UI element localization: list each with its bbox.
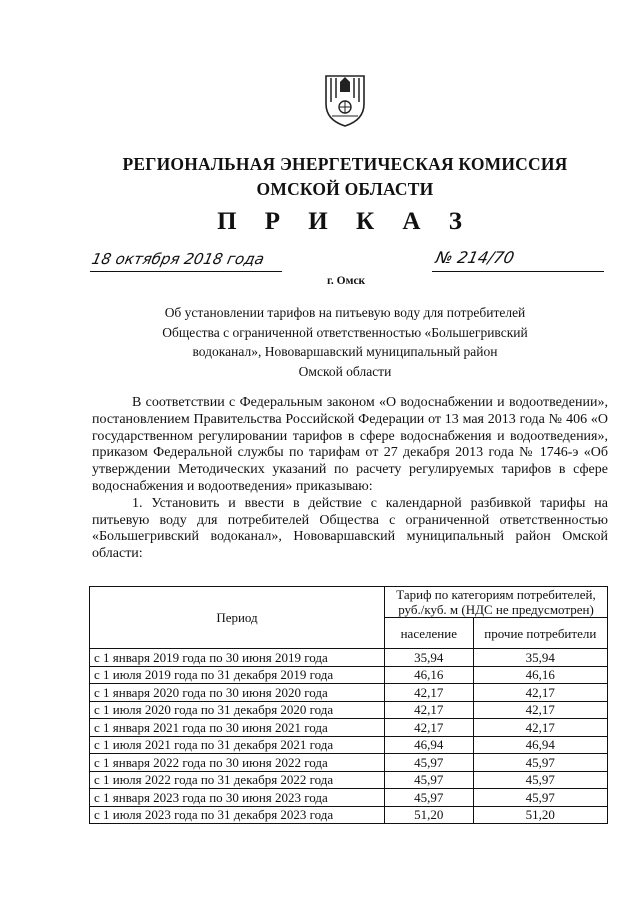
cell-period: с 1 января 2019 года по 30 июня 2019 года <box>90 649 385 667</box>
cell-other-tariff: 35,94 <box>473 649 607 667</box>
cell-period: с 1 июля 2022 года по 31 декабря 2022 года <box>90 771 385 789</box>
city-label: г. Омск <box>327 275 366 287</box>
cell-other-tariff: 46,16 <box>473 666 607 684</box>
handwritten-date: 18 октября 2018 года <box>90 250 266 268</box>
cell-population-tariff: 45,97 <box>385 754 474 772</box>
cell-period: с 1 января 2020 года по 30 июня 2020 года <box>90 684 385 702</box>
cell-other-tariff: 42,17 <box>473 719 607 737</box>
cell-population-tariff: 42,17 <box>385 719 474 737</box>
cell-other-tariff: 51,20 <box>473 806 607 824</box>
cell-other-tariff: 42,17 <box>473 684 607 702</box>
cell-population-tariff: 46,94 <box>385 736 474 754</box>
item-1-paragraph: 1. Установить и ввести в действие с календарной разбивкой тарифы на питьевую воду для потребителей Общества с ограниченной ответственностью «Большегривский водоканал», Нововаршавский муниципальный район Омской области: <box>92 495 608 562</box>
column-header-other-consumers: прочие потребители <box>473 618 607 649</box>
cell-population-tariff: 45,97 <box>385 789 474 807</box>
commission-name-line1: РЕГИОНАЛЬНАЯ ЭНЕРГЕТИЧЕСКАЯ КОМИССИЯ <box>122 154 568 174</box>
table-row <box>90 719 608 737</box>
table-row <box>90 806 608 824</box>
table-row <box>90 701 608 719</box>
cell-period: с 1 января 2022 года по 30 июня 2022 года <box>90 754 385 772</box>
number-underline <box>432 271 604 272</box>
date-underline <box>90 271 282 272</box>
table-row <box>90 789 608 807</box>
coat-of-arms-icon <box>322 72 368 128</box>
cell-period: с 1 июля 2021 года по 31 декабря 2021 года <box>90 736 385 754</box>
table-row <box>90 771 608 789</box>
cell-population-tariff: 42,17 <box>385 701 474 719</box>
column-header-tariff-group: Тариф по категориям потребителей, руб./куб. м (НДС не предусмотрен) <box>385 587 608 618</box>
document-type-title: П Р И К А З <box>217 208 473 235</box>
cell-population-tariff: 51,20 <box>385 806 474 824</box>
commission-name <box>60 152 630 202</box>
cell-period: с 1 июля 2020 года по 31 декабря 2020 года <box>90 701 385 719</box>
cell-population-tariff: 35,94 <box>385 649 474 667</box>
cell-period: с 1 января 2021 года по 30 июня 2021 года <box>90 719 385 737</box>
table-row <box>90 666 608 684</box>
table-row <box>90 736 608 754</box>
order-subject <box>110 303 580 381</box>
subject-line: Об установлении тарифов на питьевую воду для потребителей <box>164 305 526 320</box>
handwritten-number: № 214/70 <box>433 248 517 267</box>
cell-population-tariff: 42,17 <box>385 684 474 702</box>
cell-period: с 1 января 2023 года по 30 июня 2023 года <box>90 789 385 807</box>
tariff-table-body <box>90 649 608 824</box>
preamble-paragraph: В соответствии с Федеральным законом «О водоснабжении и водоотведении», постановлением Правительства Российской Федерации от 13 мая 2013 года № 406 «О государственном регулировании тарифов в сфере водоснабжения и водоотведения», приказом Федеральной службы по тарифам от 27 декабря 2013 года № 1746-э «Об утверждении Методических указаний по расчету регулируемых тарифов в сфере водоснабжения и водоотведения» приказываю: <box>92 395 608 494</box>
commission-name-line2: ОМСКОЙ ОБЛАСТИ <box>256 179 434 199</box>
cell-period: с 1 июля 2023 года по 31 декабря 2023 года <box>90 806 385 824</box>
cell-other-tariff: 45,97 <box>473 789 607 807</box>
cell-other-tariff: 42,17 <box>473 701 607 719</box>
tariff-table <box>89 586 608 824</box>
subject-line: водоканал», Нововаршавский муниципальный район <box>192 344 498 359</box>
table-row <box>90 649 608 667</box>
order-body <box>92 395 608 563</box>
cell-other-tariff: 45,97 <box>473 754 607 772</box>
cell-other-tariff: 45,97 <box>473 771 607 789</box>
subject-line: Общества с ограниченной ответственностью «Большегривский <box>162 324 528 340</box>
cell-period: с 1 июля 2019 года по 31 декабря 2019 года <box>90 666 385 684</box>
table-row <box>90 754 608 772</box>
column-header-population: население <box>385 618 474 649</box>
cell-population-tariff: 46,16 <box>385 666 474 684</box>
cell-population-tariff: 45,97 <box>385 771 474 789</box>
cell-other-tariff: 46,94 <box>473 736 607 754</box>
subject-line: Омской области <box>298 363 392 379</box>
column-header-period: Период <box>90 587 385 649</box>
table-row <box>90 684 608 702</box>
